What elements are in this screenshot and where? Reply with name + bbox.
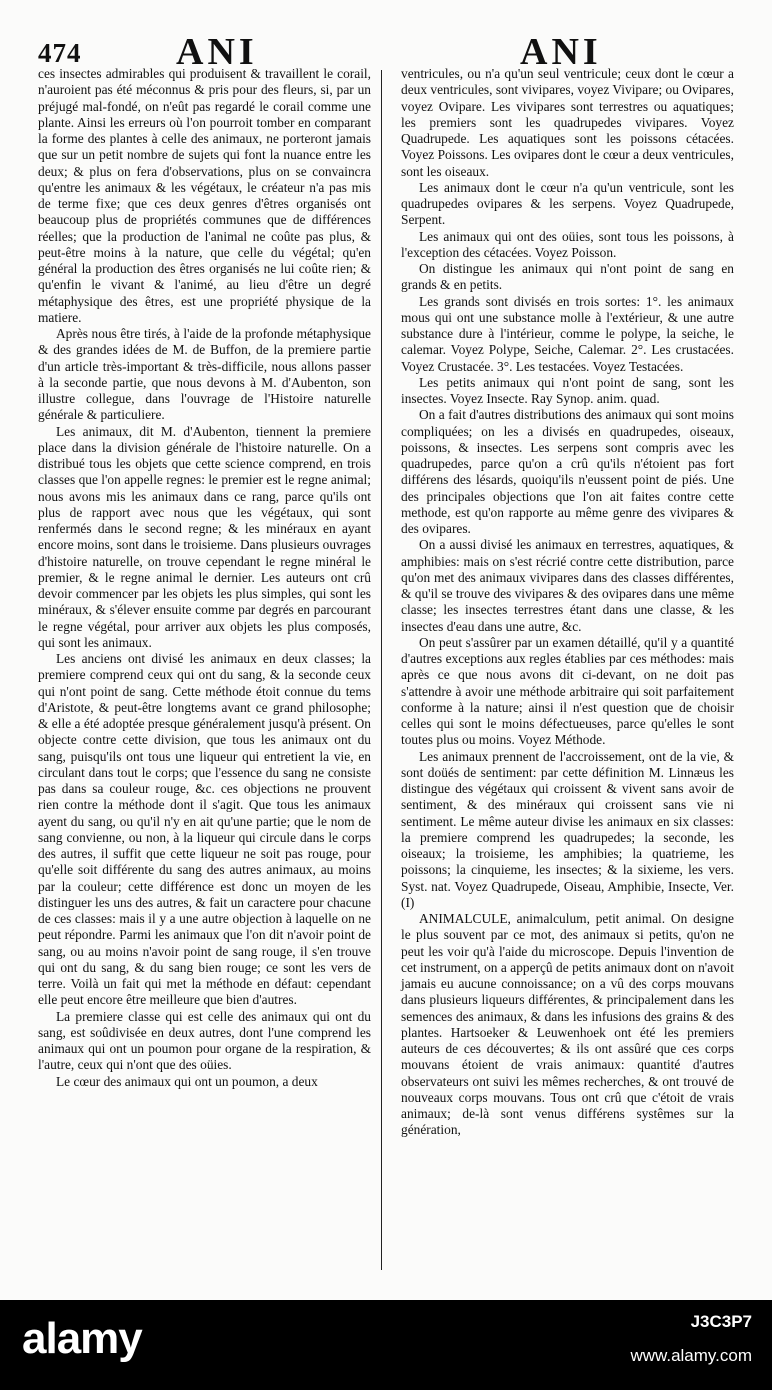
left-column — [38, 66, 371, 1090]
right-column — [401, 66, 734, 1139]
paragraph: Le cœur des animaux qui ont un poumon, a deux — [56, 1073, 318, 1089]
paragraph: ventricules, ou n'a qu'un seul ventricule; ceux dont le cœur a deux ventricules, sont vivipares, voyez Vivipare; ou Ovipares, voyez Ovipare. Les vivipares sont terrestres ou aquatiques; les premiers sont les quadrupedes vivipares. Voyez Quadrupede. Les aquatiques sont les poissons cétacées. Voyez Poissons. Les ovipares dont le cœur a deux ventricules, sont les oiseaux. — [401, 66, 734, 179]
paragraph: La premiere classe qui est celle des animaux qui ont du sang, est soûdivisée en deux autres, dont l'une comprend les animaux qui ont un poumon pour organe de la respiration, & l'autre, ceux qui n'ont que des oüies. — [38, 1008, 371, 1073]
column-divider — [381, 70, 382, 1270]
paragraph: Les animaux, dit M. d'Aubenton, tiennent la premiere place dans la division générale de l'histoire naturelle. On a distribué tous les objets que cette science comprend, en trois classes que l'on appelle regnes: le premier est le regne animal; nous avons mis les animaux dans ce rang, parce qu'ils ont plus de rapport avec nous que les végétaux, qui sont renfermés dans le second regne; & les minéraux en ayant encore moins, sont dans le troisieme. Dans plusieurs ouvrages d'histoire naturelle, on trouve cependant le regne minéral le premier, & le regne animal le dernier. Les auteurs ont crû devoir commencer par les objets les plus simples, qui sont les minéraux, & s'élever ensuite comme par degrés en parcourant le regne végétal, pour arriver aux objets les plus composés, qui sont les animaux. — [38, 423, 371, 650]
image-id: J3C3P7 — [690, 1312, 752, 1331]
paragraph: Après nous être tirés, à l'aide de la profonde métaphysique & des grandes idées de M. de Buffon, de la premiere partie d'un article très-important & très-difficile, nous allons passer à la seconde partie, que nous devons à M. d'Aubenton, son illustre collegue, dans l'ouvrage de l'Histoire naturelle générale & particuliere. — [38, 326, 371, 423]
running-head-left: ANI — [176, 31, 258, 73]
alamy-logo: alamy — [22, 1314, 142, 1363]
paragraph: ANIMALCULE, animalculum, petit animal. On designe le plus souvent par ce mot, des animaux si petits, qu'on ne peut les voir qu'à l'aide du microscope. Depuis l'invention de cet instrument, on a apperçû de petits animaux dont on n'avoit jamais eu aucune connoissance; on a vû des corps mouvans dans plusieurs liqueurs différentes, & principalement dans les semences des animaux, & dans les infusions des grains & des plantes. Hartsoeker & Leuwenhoek ont été les premiers auteurs de ces découvertes; & ils ont assûré que ces corps mouvans étoient de vrais animaux: quantité d'autres observateurs ont suivi les mêmes recherches, & ont trouvé de nouveaux corps mouvans. Tous ont crû que c'étoit de vrais animaux; de-là sont venus différens systêmes sur la génération, — [401, 911, 734, 1138]
paragraph: Les grands sont divisés en trois sortes: 1°. les animaux mous qui ont une substance molle à l'extérieur, & une autre substance dure à l'intérieur, comme le polype, la seiche, le calemar. Voyez Polype, Seiche, Calemar. 2°. Les crustacées. Voyez Crustacée. 3°. Les testacées. Voyez Testacées. — [401, 293, 734, 374]
page-number: 474 — [38, 38, 82, 68]
paragraph: On a fait d'autres distributions des animaux qui sont moins compliquées; on les a divisés en quadrupedes, oiseaux, poissons, & insectes. Les serpens sont compris avec les quadrupedes, parce qu'on a crû qu'ils n'étoient pas fort différens des lésards, quoiqu'ils n'eussent point de piés. Une des principales objections que l'on ait faites contre cette methode, est qu'on rapporte au même genre des vivipares & des ovipares. — [401, 407, 734, 536]
paragraph: Les animaux prennent de l'accroissement, ont de la vie, & sont doüés de sentiment: par cette définition M. Linnæus les distingue des végétaux qui croissent & vivent sans avoir de sentiment, & des minéraux qui croissent sans vie ni sentiment. Le même auteur divise les animaux en six classes: la premiere comprend les quadrupedes; la seconde, les oiseaux; la troisieme, les amphibies; la quatrieme, les poissons; la cinquieme, les insectes; & la sixieme, les vers. Syst. nat. Voyez Quadrupede, Oiseau, Amphibie, Insecte, Ver. (I) — [401, 748, 734, 910]
paragraph: On peut s'assûrer par un examen détaillé, qu'il y a quantité d'autres exceptions aux regles établies par ces méthodes: mais après ce que nous avons dit ci-devant, on ne doit pas s'attendre à avoir une méthode arbitraire qui soit parfaitement conforme à la nature; ainsi il n'est question que de choisir celles qui sont le moins défectueuses, parce qu'elles le sont toutes plus ou moins. Voyez Méthode. — [401, 634, 734, 748]
paragraph: On a aussi divisé les animaux en terrestres, aquatiques, & amphibies: mais on s'est récrié contre cette distribution, parce qu'on met des animaux vivipares dans des classes différentes, & qu'il se trouve des vivipares & des ovipares dans une même classe; les insectes terrestres étant dans une classe, & les insectes d'eau dans une autre, &c. — [401, 537, 735, 634]
watermark-bar — [0, 1300, 772, 1390]
paragraph: On distingue les animaux qui n'ont point de sang en grands & en petits. — [401, 261, 734, 293]
paragraph: Les anciens ont divisé les animaux en deux classes; la premiere comprend ceux qui ont du sang, & la seconde ceux qui n'ont point de sang. Cette méthode étoit connue du tems d'Aristote, & peut-être longtems avant ce grand philosophe; & elle a été adoptée presque généralement jusqu'à présent. On objecte contre cette division, que tous les animaux ont du sang, puisqu'ils ont tous une liqueur qui entretient la vie, en circulant dans tout le corps; que l'essence du sang ne consiste pas dans sa couleur rouge, &c. ces objections ne prouvent rien contre la méthode dont il s'agit. Que tous les animaux ayent du sang, ou qu'il n'y en ait qu'une partie; que le nom de sang convienne, ou non, à la liqueur qui circule dans le corps des autres, il suffit que cette liqueur ne soit pas rouge, pour qu'elle soit différente du sang des autres animaux, au moins par la couleur; cette différence est donc un moyen de les distinguer les uns des autres, & fait un caractere pour chacune de ces classes: mais il y a une autre objection à laquelle on ne peut répondre. Parmi les animaux que l'on dit n'avoir point de sang, ou au moins n'avoir point de sang rouge, il s'en trouve qui ont du sang, & du sang bien rouge; ce sont les vers de terre. Voilà un fait qui met la méthode en défaut: cependant elle peut encore être meilleure que bien d'autres. — [38, 651, 371, 1008]
paragraph: Les animaux dont le cœur n'a qu'un ventricule, sont les quadrupedes ovipares & les serpens. Voyez Quadrupede, Serpent. — [401, 179, 734, 228]
paragraph: Les animaux qui ont des oüies, sont tous les poissons, à l'exception des cétacées. Voyez Poisson. — [401, 228, 734, 260]
paragraph: ces insectes admirables qui produisent & travaillent le corail, n'auroient pas été méconnus & pris pour des fleurs, si, par un préjugé mal-fondé, on n'eût pas regardé le corail comme une plante. Ainsi les erreurs où l'on pourroit tomber en comparant la forme des plantes à celle des animaux, ne porteront jamais que sur un petit nombre de sujets qui font la nuance entre les deux; & plus on fera d'observations, plus on se convaincra qu'entre les animaux & les végétaux, le créateur n'a pas mis de terme fixe; que ces deux genres d'êtres organisés ont beaucoup plus de propriétés communes que de différences réelles; que la production de l'animal ne coûte pas plus, & peut-être moins à la nature, que celle du végétal; qu'en général la production des êtres organisés ne lui coûte rien; & qu'enfin le vivant & l'animé, au lieu d'être un degré métaphysique des êtres, est une propriété physique de la matiere. — [38, 66, 371, 325]
running-head-right: ANI — [520, 31, 602, 73]
site-url: www.alamy.com — [630, 1346, 752, 1365]
paragraph: Les petits animaux qui n'ont point de sang, sont les insectes. Voyez Insecte. Ray Synop. anim. quad. — [401, 374, 734, 406]
